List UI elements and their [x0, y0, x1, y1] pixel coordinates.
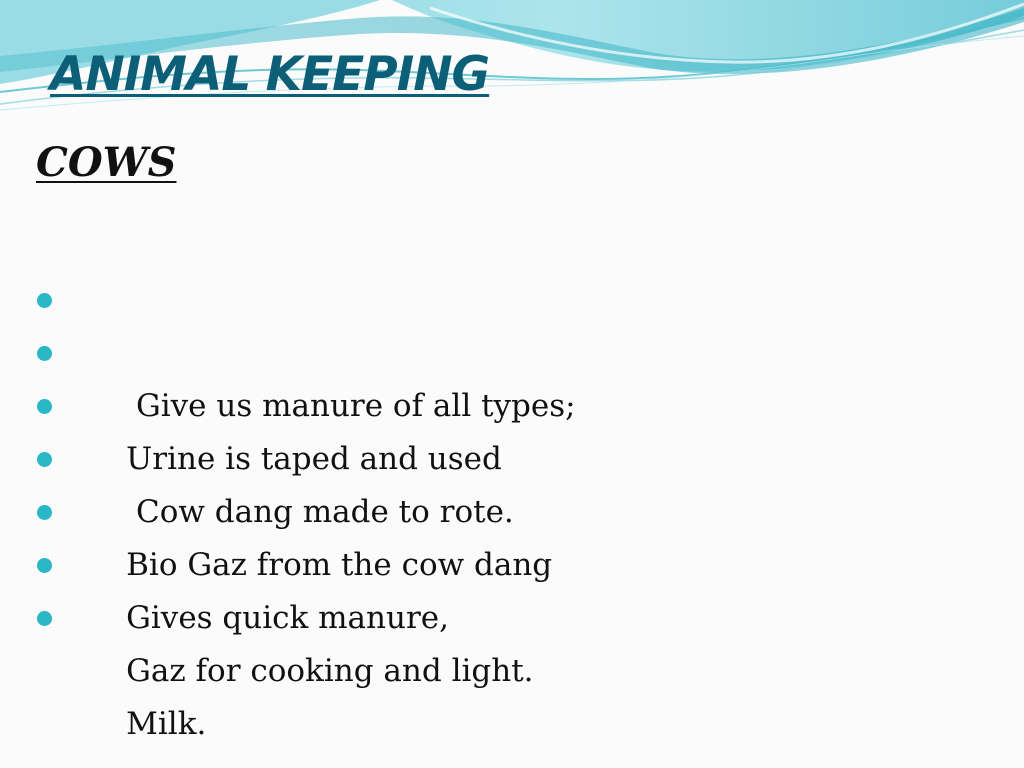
bullet-text: Cow dang made to rote. [126, 494, 514, 530]
bullet-dot-icon [37, 611, 52, 626]
bullet-text: Gives quick manure, [126, 600, 449, 636]
bullet-text: Gaz for cooking and light. [126, 653, 534, 689]
bullet-dot-icon [37, 346, 52, 361]
bullet-dot-icon [37, 293, 52, 308]
bullet-dot-icon [37, 399, 52, 414]
bullet-text: Bio Gaz from the cow dang [126, 547, 553, 583]
slide-subtitle: COWS [36, 139, 177, 186]
bullet-dot-icon [37, 558, 52, 573]
bullet-text: Milk. [126, 706, 207, 742]
bullet-list [0, 274, 576, 742]
bullet-text: Give us manure of all types; [126, 388, 576, 424]
bullet-item [0, 274, 576, 424]
bullet-dot-icon [37, 452, 52, 467]
slide-title: ANIMAL KEEPING [50, 47, 490, 102]
bullet-dot-icon [37, 505, 52, 520]
bullet-text: Urine is taped and used [126, 441, 502, 477]
